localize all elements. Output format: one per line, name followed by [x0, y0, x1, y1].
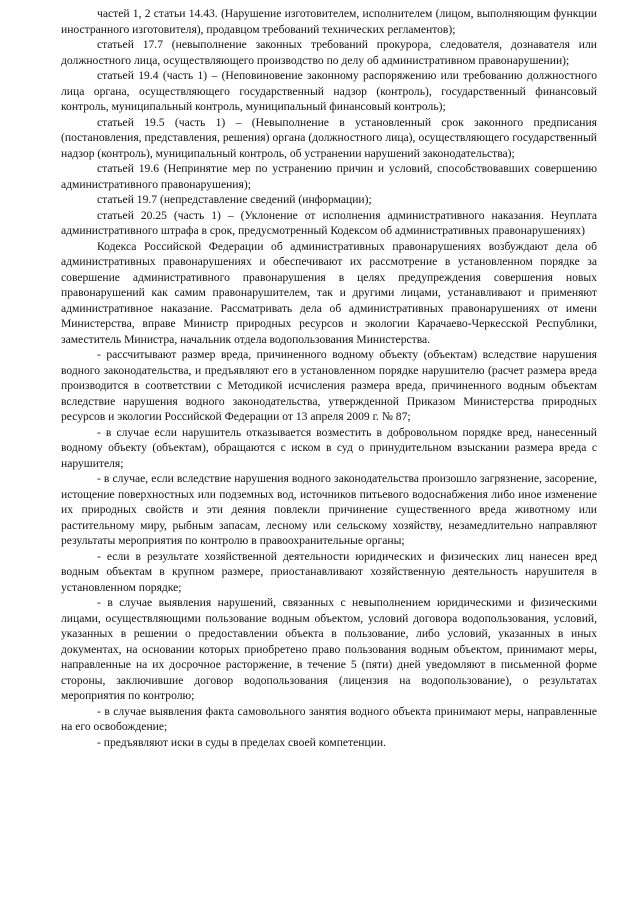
paragraph-code-proceedings: Кодекса Российской Федерации об административных правонарушениях возбуждают дела об административных правонарушениях и обеспечивают их рассмотрение в установленном порядке за совершение административного правонарушения в целях предупреждения совершения новых правонарушений как самим правонарушителем, так и другими лицами, устанавливают и применяют административное наказание. Рассматривать дела об административных правонарушениях от имени Министерства, вправе Министр природных ресурсов и экологии Карачаево-Черкесской Республики, заместитель Министра, начальник отдела водопользования Министерства. [61, 239, 597, 346]
paragraph-art-14-43: частей 1, 2 статьи 14.43. (Нарушение изготовителем, исполнителем (лицом, выполняющим функции иностранного изготовителя), продавцом требований технических регламентов); [61, 7, 597, 36]
paragraph-art-20-25: статьей 20.25 (часть 1) – (Уклонение от исполнения административного наказания. Неуплата административного штрафа в срок, предусмотренный Кодексом об административных правонарушениях) [61, 208, 597, 237]
list-item-file-lawsuits: - предъявляют иски в суды в пределах своей компетенции. [97, 735, 386, 749]
list-item-contract-termination: - в случае выявления нарушений, связанных с невыполнением юридическими и физическими лицами, осуществляющими пользование водным объектом, условий договора водопользования, условий, указанных в решении о предоставлении объекта в пользование, либо условий, указанных в иных документах, на основании которых приобретено право пользования водным объектом, принимают меры, направленные на их досрочное расторжение, в течение 5 (пяти) дней уведомляют в письменной форме стороны, заключившие договор водопользования (лицензия на водопользование), о результатах мероприятия по контролю; [61, 596, 597, 702]
paragraph-art-19-4: статьей 19.4 (часть 1) – (Неповиновение законному распоряжению или требованию должностного лица органа, осуществляющего государственный надзор (контроль), государственный финансовый контроль, муниципальный контроль, муниципальный финансовый контроль); [61, 69, 597, 113]
list-item-damage-calculation: - рассчитывают размер вреда, причиненного водному объекту (объектам) вследствие нарушения водного законодательства, и предъявляют его в установленном порядке нарушителю (расчет размера вреда производится в соответствии с Методикой исчисления размера вреда, причиненного водным объектам вследствие нарушения водного законодательства, утвержденной Приказом Министерства природных ресурсов и экологии Российской Федерации от 13 апреля 2009 г. № 87; [61, 348, 597, 423]
list-item-unauthorized-use: - в случае выявления факта самовольного занятия водного объекта принимают меры, направленные на его освобождение; [61, 704, 597, 733]
paragraph-art-19-7: статьей 19.7 (непредставление сведений (информации); [97, 193, 372, 206]
paragraph-art-19-5: статьей 19.5 (часть 1) – (Невыполнение в установленный срок законного предписания (постановления, представления, решения) органа (должностного лица), осуществляющего государственный надзор (контроль), муниципальный контроль, об устранении нарушений законодательства); [61, 115, 597, 160]
list-item-suspend-activity: - если в результате хозяйственной деятельности юридических и физических лиц нанесен вред водным объектам в крупном размере, приостанавливают хозяйственную деятельность нарушителя в установленном порядке; [61, 549, 597, 594]
document-text [61, 6, 597, 750]
paragraph-art-19-6: статьей 19.6 (Непринятие мер по устранению причин и условий, способствовавших совершению административного правонарушения); [61, 162, 597, 191]
list-item-court-claim: - в случае если нарушитель отказывается возместить в добровольном порядке вред, нанесенный водному объекту (объектам), обращаются с иском в суд о принудительном взыскании размера вреда с нарушителя; [61, 425, 597, 470]
paragraph-art-17-7: статьей 17.7 (невыполнение законных требований прокурора, следователя, дознавателя или должностного лица, осуществляющего производство по делу об административном правонарушении); [61, 38, 597, 67]
list-item-law-enforcement: - в случае, если вследствие нарушения водного законодательства произошло загрязнение, засорение, истощение поверхностных или подземных вод, источников питьевого водоснабжения либо иное изменение их природных свойств и эти деяния повлекли причинение существенного вреда животному или растительному миру, рыбным запасам, лесному или сельскому хозяйству, незамедлительно направляют результаты мероприятия по контролю в правоохранительные органы; [61, 472, 597, 547]
